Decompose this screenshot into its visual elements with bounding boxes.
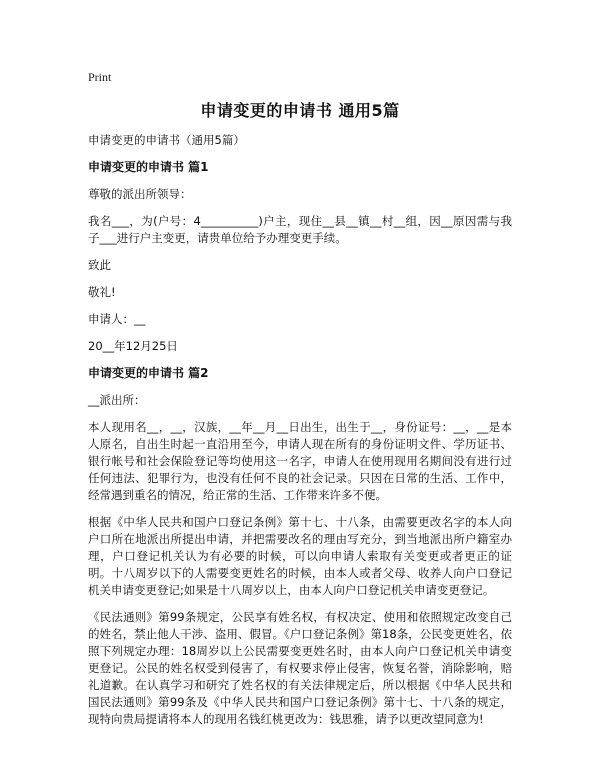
section-heading: 申请变更的申请书 篇1 [88, 160, 209, 174]
body-paragraph: 《民法通则》第99条规定，公民享有姓名权，有权决定、使用和依照规定改变自己的姓名，禁止他人干涉、盗用、假冒。《户口登记条例》第18条，公民变更姓名，依照下列规定办理：18周岁以上公民需要变更姓名时，由本人向户口登记机关申请变更登记。公民的姓名权受到侵害了，有权要求停止侵害，恢复名誉，消除影响，赔礼道歉。在认真学习和研究了姓名权的有关法律规定后，所以根据《中华人民共和国民法通则》第99条及《中华人民共和国户口登记条例》第十七、十八条的规定，现特向贵局提请将本人的现用名钱红桃更改为：钱思雅，请予以更改望同意为! [88, 610, 512, 726]
section-2 [88, 365, 512, 728]
document-subtitle: 申请变更的申请书（通用5篇） [88, 133, 245, 147]
document-body [88, 132, 512, 738]
salutation: __派出所： [88, 393, 146, 407]
section-heading: 申请变更的申请书 篇2 [88, 366, 209, 380]
date-line: 20__年12月25日 [88, 339, 178, 353]
closing-line: 致此 [88, 258, 111, 272]
document-title: 申请变更的申请书 通用5篇 [200, 101, 400, 120]
applicant-line: 申请人：__ [88, 312, 146, 326]
body-paragraph: 根据《中华人民共和国户口登记条例》第十七、十八条，由需要更改名字的本人向户口所在地派出所提出申请，并把需要改名的理由写充分，到当地派出所户籍室办理，户口登记机关认为有必要的时候，可以向申请人索取有关变更或者更正的证明。十八周岁以下的人需要变更姓名的时候，由本人或者父母、收养人向户口登记机关申请变更登记;如果是十八周岁以上，由本人向户口登记机关申请变更登记。 [88, 515, 512, 597]
section-1 [88, 159, 512, 355]
closing-salute: 敬礼! [88, 285, 116, 299]
print-link[interactable]: Print [88, 70, 112, 84]
body-paragraph: 我名___，为(户号：4__________)户主，现住__县__镇__村__组，因__原因需与我子___进行户主变更，请贵单位给予办理变更手续。 [88, 214, 512, 245]
salutation: 尊敬的派出所领导： [88, 187, 192, 201]
body-paragraph: 本人现用名__，__，汉族，__年__月__日出生，出生于__，身份证号：__，__是本人原名，自出生时起一直沿用至今，申请人现在所有的身份证明文件、学历证书、银行帐号和社会保险登记等均使用这一名字，申请人在使用现用名期间没有进行过任何违法、犯罪行为，也没有任何不良的社会记录。只因在日常的生活、工作中，经常遇到重名的情况，给正常的生活、工作带来许多不便。 [88, 420, 512, 502]
